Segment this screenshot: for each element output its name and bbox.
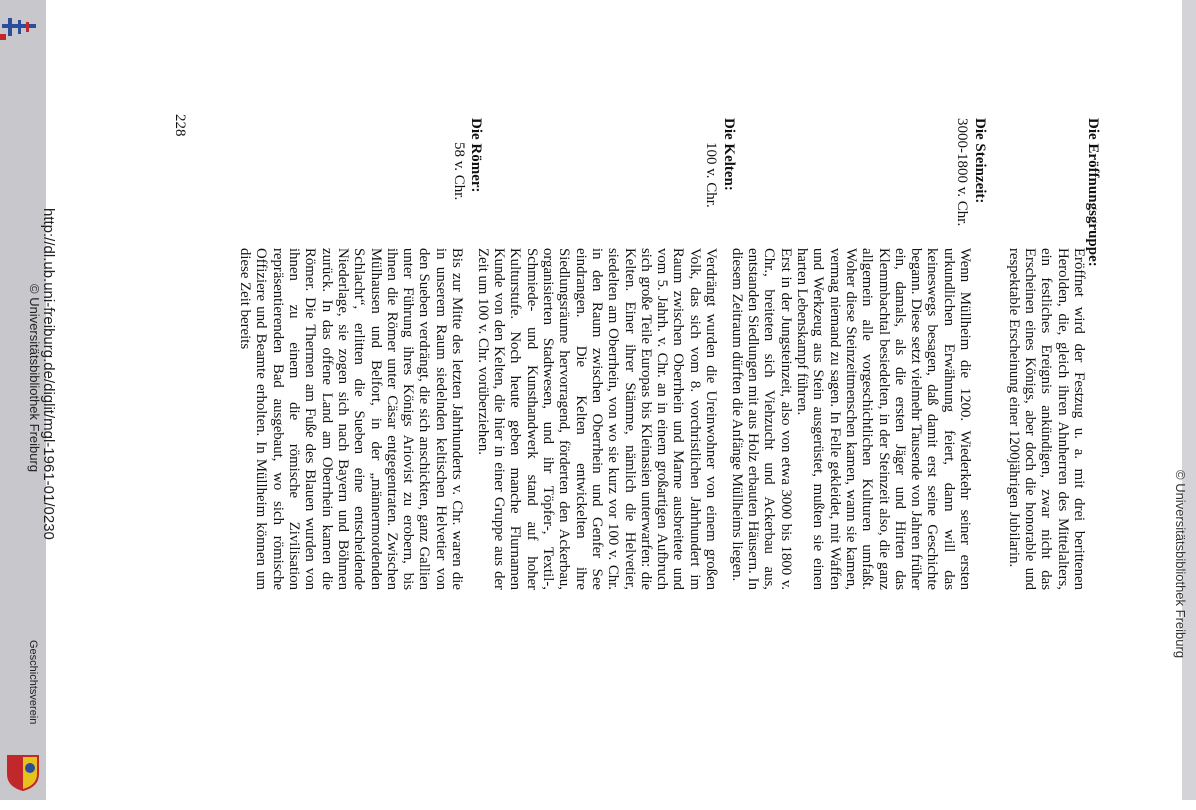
section-heading: Die Eröffnungsgruppe: <box>1085 118 1101 267</box>
section-heading: Die Steinzeit: <box>972 118 988 204</box>
society-label: Geschichtsverein <box>27 640 39 725</box>
section-text <box>237 248 465 590</box>
section-text <box>1006 248 1087 590</box>
section-heading: Die Römer: <box>468 118 484 193</box>
paragraph: Bis zur Mitte des letzten Jahrhunderts v. Chr. waren die in unserem Raum siedelnden keltischen Helvetier von den Sueben verdrängt, die sich anschickten, ganz Gallien unter Führung ihres Königs Ariovist zu erobern, bis ihnen die Römer unter Cäsar entgegentraten. Zwischen Mülhausen und Belfort, in der „männermordenden Schlacht“, erlitten die Sueben eine entscheidende Niederlage, sie zogen sich nach Bayern und Böhmen zurück. In das offene Land am Oberrhein kamen die Römer. Die Thermen am Fuße des Blauen wurden von ihnen zu einem die römische Zivilisation repräsentierenden Bad ausgebaut, wo sich römische Offiziere und Beamte erholten. In Müllheim können um diese Zeit bereits <box>237 248 465 590</box>
section-date: 100 v. Chr. <box>703 142 719 208</box>
page-number: 228 <box>172 114 188 137</box>
permalink-url[interactable]: http://dl.ub.uni-freiburg.de/diglit/mgl-1961-01/0230 <box>40 208 57 540</box>
page-header-text: © Universitätsbibliothek Freiburg <box>1173 470 1188 659</box>
paragraph: Eröffnet wird der Festzug u. a. mit drei berittenen Herolden, die, gleich ihren Ahnherren des Mittelalters, ein festliches Ereignis ankündigen, zwar nicht das Erscheinen eines Königs, aber doch die honorable und respektable Erscheinung einer 1200jährigen Jubilarin. <box>1005 248 1087 590</box>
library-logo-icon <box>0 14 38 42</box>
section-date: 3000-1800 v. Chr. <box>954 118 970 227</box>
paragraph: Erst in der Jungsteinzeit, also von etwa 3000 bis 1800 v. Chr., breiteten sich Viehzucht und Ackerbau aus, entstanden Siedlungen mit aus Holz erbauten Häusern. In diesem Zeitraum dürften die Anfänge Müllheims liegen. <box>728 248 794 590</box>
section-heading: Die Kelten: <box>721 118 737 191</box>
section-date: 58 v. Chr. <box>451 142 467 201</box>
section-text <box>729 248 973 590</box>
paragraph: Wenn Müllheim die 1200. Wiederkehr seiner ersten urkundlichen Erwähnung feiert, dann will das keineswegs besagen, daß damit erst seine Geschichte begann. Diese setzt vielmehr Tausende von Jahren früher ein, damals, als die ersten Jäger und Hirten das Klemmbachtal besiedelten, in der Steinzeit also, die ganz allgemein alle vorgeschichtlichen Kulturen umfaßt. Woher diese Steinzeitmenschen kamen, wann sie kamen, vermag niemand zu sagen. In Felle gekleidet, mit Waffen und Werkzeug aus Stein ausgerüstet, mußten sie einen harten Lebenskampf führen. <box>794 248 973 590</box>
copyright-notice: © Universitätsbibliothek Freiburg <box>27 284 42 473</box>
rotated-page-content <box>27 0 1188 800</box>
paragraph: Verdrängt wurden die Ureinwohner von einem großen Volk, das sich vom 8. vorchristlichen Jahrhundert im Raum zwischen Oberrhein und Marne ausbreitete und vom 5. Jahrh. v. Chr. an in einem großartigen Aufbruch sich große Teile Europas bis Kleinasien unterwarfen: die Kelten. Einer ihrer Stämme, nämlich die Helvetier, siedelten am Oberrhein, von wo sie kurz vor 100 v. Chr. in den Raum zwischen Oberrhein und Genfer See eindrangen. Die Kelten entwickelten ihre Siedlungsräume hervorragend, förderten den Ackerbau, organisierten Stadtwesen, und ihr Töpfer-, Textil-, Schmiede- und Kunsthandwerk stand auf hoher Kulturstufe. Noch heute geben manche Flurnamen Kunde von den Kelten, die hier in einer Gruppe aus der Zeit um 100 v. Chr. vorüberziehen. <box>474 248 719 590</box>
section-text <box>475 248 719 590</box>
document-page <box>27 0 1188 800</box>
coat-of-arms-icon <box>4 752 42 792</box>
